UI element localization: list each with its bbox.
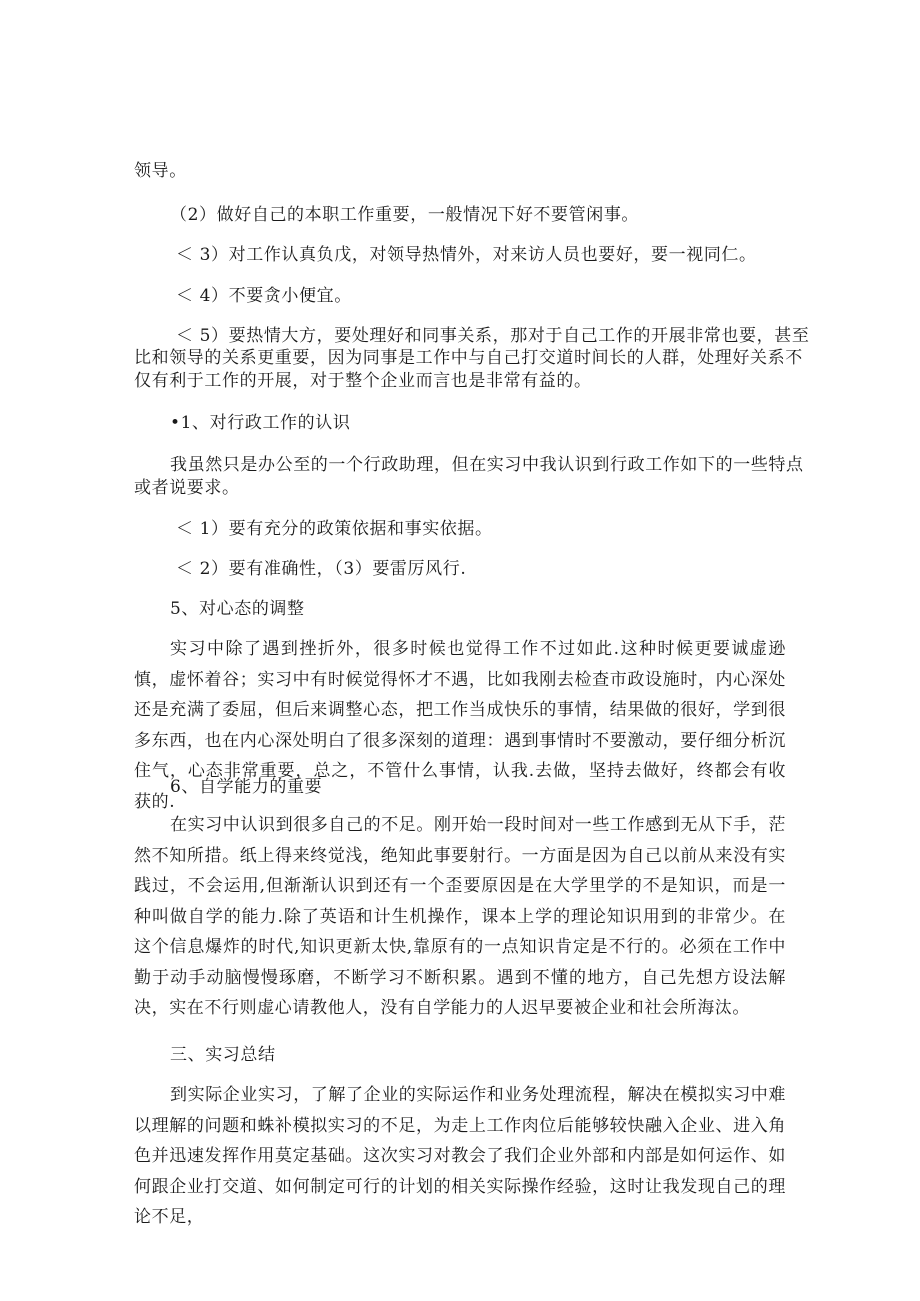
text-line: 或者说要求。 — [134, 478, 240, 498]
list-item: ＜ 4）不要贪小便宜。 — [176, 286, 352, 306]
list-item: ＜ 5）要热情大方，要处理好和同事关系，那对于自己工作的开展非常也要，甚至 — [176, 326, 810, 346]
list-item: ＜ 2）要有准确性，（3）要雷厉风行. — [176, 559, 467, 579]
paragraph-mindset: 实习中除了遇到挫折外，很多时候也觉得工作不过如此.这种时候更要诚虚逊慎，虚怀着谷；实习中有时候觉得怀才不遇，比如我刚去检查市政设施时，内心深处还是充满了委屈，但后来调整心态，把工作当成快乐的事情，结果做的很好，学到很多东西，也在内心深处明白了很多深刻的道理：遇到事情时不要激动，要仔细分析沉住气，心态非常重要，总之，不管什么事情，认我.去做，坚持去做好，终都会有收获的. — [134, 639, 786, 812]
text-line: 仅有利于工作的开展，对于整个企业而言也是非常有益的。 — [134, 371, 592, 391]
section-heading: 三、实习总结 — [170, 1045, 276, 1065]
paragraph-self-study: 在实习中认识到很多自己的不足。刚开始一段时间对一些工作感到无从下手，茫然不知所措。纸上得来终觉浅，绝知此事要射行。一方面是因为自己以前从来没有实践过，不会运用,但渐渐认识到还有一个歪要原因是在大学里学的不是知识，而是一种叫做自学的能力.除了英语和计生机操作，课本上学的理论知识用到的非常少。在这个信息爆炸的时代,知识更新太快,靠原有的一点知识肯定是不行的。必须在工作中勤于动手动脑慢慢琢磨，不断学习不断积累。遇到不懂的地方，自己先想方设法解决，实在不行则虚心请教他人，没有自学能力的人迟早要被企业和社会所海汰。 — [134, 815, 786, 1018]
section-heading: 5、对心态的调整 — [170, 599, 305, 619]
paragraph-summary: 到实际企业实习，了解了企业的实际运作和业务处理流程，解决在模拟实习中难以理解的问题和蛛补模拟实习的不足，为走上工作肉位后能够较快融入企业、进入角色并迅速发挥作用莫定基础。这次实习对教会了我们企业外部和内部是如何运作、如何跟企业打交道、如何制定可行的计划的相关实际操作经验，这时让我发现自己的理论不足， — [134, 1085, 786, 1227]
text-line: 我虽然只是办公至的一个行政助理，但在实习中我认识到行政工作如下的一些特点 — [170, 455, 804, 475]
section-heading: •1、对行政工作的认识 — [170, 413, 351, 433]
list-item: ＜ 3）对工作认真负戊，对领导热情外，对来访人员也要好，要一视同仁。 — [176, 245, 757, 265]
text-line: 领导。 — [134, 161, 187, 181]
section-heading: 6、自学能力的重要 — [170, 777, 323, 797]
list-item: ＜ 1）要有充分的政策依据和事实依据。 — [176, 519, 493, 539]
list-item: （2）做好自己的本职工作重要，一般情况下好不要管闲事。 — [170, 205, 640, 225]
text-line: 比和领导的关系更重要，因为同事是工作中与自己打交道时间长的人群，处理好关系不 — [134, 348, 803, 368]
